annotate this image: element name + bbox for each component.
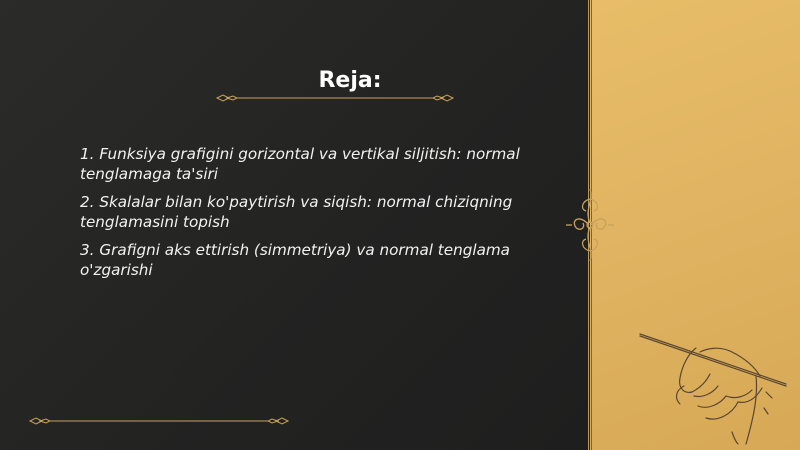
- agenda-list: [80, 144, 540, 288]
- title-underline-ornament: [215, 93, 455, 103]
- bottom-ornament-rule: [28, 416, 290, 426]
- agenda-item: 1. Funksiya grafigini gorizontal va vertikal siljitish: normal tenglamaga ta'siri: [80, 145, 520, 183]
- slide-title: Reja:: [318, 68, 382, 93]
- hand-holding-pen-icon: [636, 326, 792, 450]
- agenda-item: 2. Skalalar bilan ko'paytirish va siqish: normal chiziqning tenglamasini topish: [80, 193, 513, 231]
- flourish-ornament-icon: [560, 185, 620, 269]
- agenda-item: 3. Grafigni aks ettirish (simmetriya) va normal tenglama o'zgarishi: [80, 241, 510, 279]
